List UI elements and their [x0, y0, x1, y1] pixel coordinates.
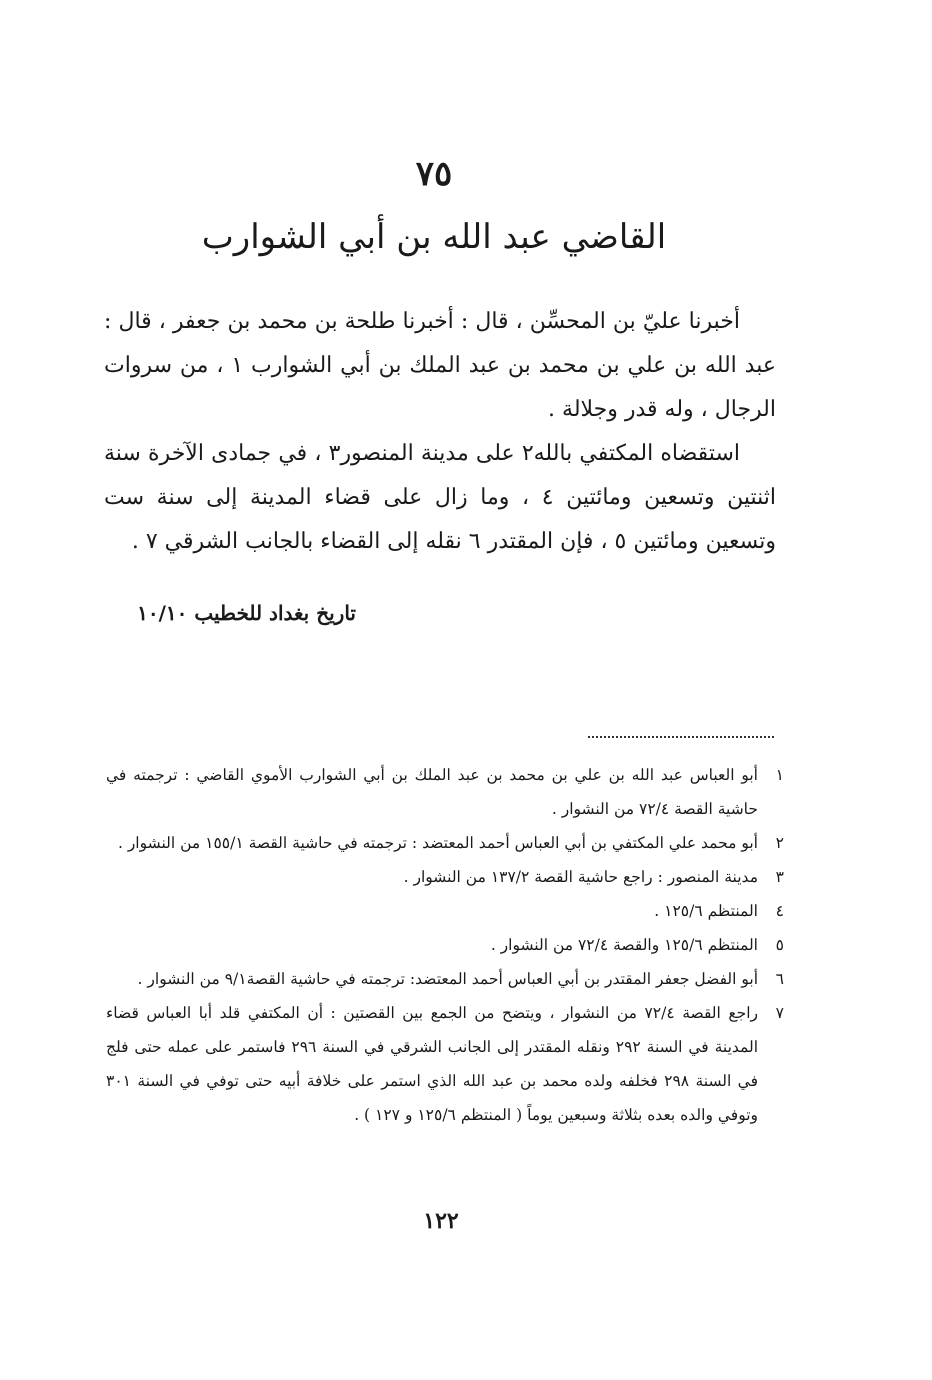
footnote-text: مدينة المنصور : راجع حاشية القصة ١٣٧/٢ من النشوار . — [403, 868, 758, 886]
footnote-text: المنتظم ١٢٥/٦ . — [654, 902, 758, 920]
footnote-text: أبو محمد علي المكتفي بن أبي العباس أحمد المعتضد : ترجمته في حاشية القصة ١٥٥/١ من النشوار . — [117, 834, 758, 852]
footnotes — [106, 758, 784, 1132]
footnote-item — [106, 826, 784, 860]
footnote-number: ١ — [775, 766, 784, 784]
footnote-item — [106, 758, 784, 826]
footnote-divider — [588, 736, 774, 738]
footnote-text: راجع القصة ٧٢/٤ من النشوار ، ويتضح من الجمع بين القصتين : أن المكتفي قلد أبا العباس قضاء المدينة في السنة ٢٩٢ ونقله المقتدر إلى الجانب الشرقي في السنة ٢٩٦ فاستمر على عمله حتى فلج في السنة ٢٩٨ فخلفه ولده محمد بن عبد الله الذي استمر على خلافة أبيه حتى توفي في السنة ٣٠١ وتوفي والده بعده بثلاثة وسبعين يوماً ( المنتظم ١٢٥/٦ و ١٢٧ ) . — [106, 1004, 759, 1124]
page-number: ١٢٢ — [423, 1208, 459, 1234]
footnote-item — [106, 996, 784, 1132]
footnote-number: ٥ — [775, 936, 784, 954]
footnote-text: أبو الفضل جعفر المقتدر بن أبي العباس أحمد المعتضد: ترجمته في حاشية القصة٩/١ من النشوار . — [137, 970, 758, 988]
footnote-item — [106, 860, 784, 894]
footnote-number: ٧ — [775, 1004, 784, 1022]
paragraph: استقضاه المكتفي بالله٢ على مدينة المنصور٣ ، في جمادى الآخرة سنة اثنتين وتسعين ومائتين ٤ ، وما زال على قضاء المدينة إلى سنة ست وتسعين ومائتين ٥ ، فإن المقتدر ٦ نقله إلى القضاء بالجانب الشرقي ٧ . — [104, 441, 776, 554]
main-text — [104, 300, 776, 564]
footnote-number: ٤ — [775, 902, 784, 920]
footnote-item — [106, 962, 784, 996]
story-number: ٧٥ — [415, 154, 453, 194]
footnote-number: ٢ — [775, 834, 784, 852]
story-title: القاضي عبد الله بن أبي الشوارب — [201, 217, 667, 257]
footnote-text: أبو العباس عبد الله بن علي بن محمد بن عبد الملك بن أبي الشوارب الأموي القاضي : ترجمته في حاشية القصة ٧٢/٤ من النشوار . — [106, 766, 758, 818]
footnote-number: ٦ — [775, 970, 784, 988]
footnote-item — [106, 894, 784, 928]
footnote-item — [106, 928, 784, 962]
paragraph: أخبرنا عليّ بن المحسِّن ، قال : أخبرنا طلحة بن محمد بن جعفر ، قال : عبد الله بن علي بن محمد بن عبد الملك بن أبي الشوارب ١ ، من سروات الرجال ، وله قدر وجلالة . — [104, 309, 776, 422]
footnote-number: ٣ — [775, 868, 784, 886]
footnote-text: المنتظم ١٢٥/٦ والقصة ٧٢/٤ من النشوار . — [490, 936, 758, 954]
source-reference: تاريخ بغداد للخطيب ١٠/١٠ — [137, 601, 356, 625]
